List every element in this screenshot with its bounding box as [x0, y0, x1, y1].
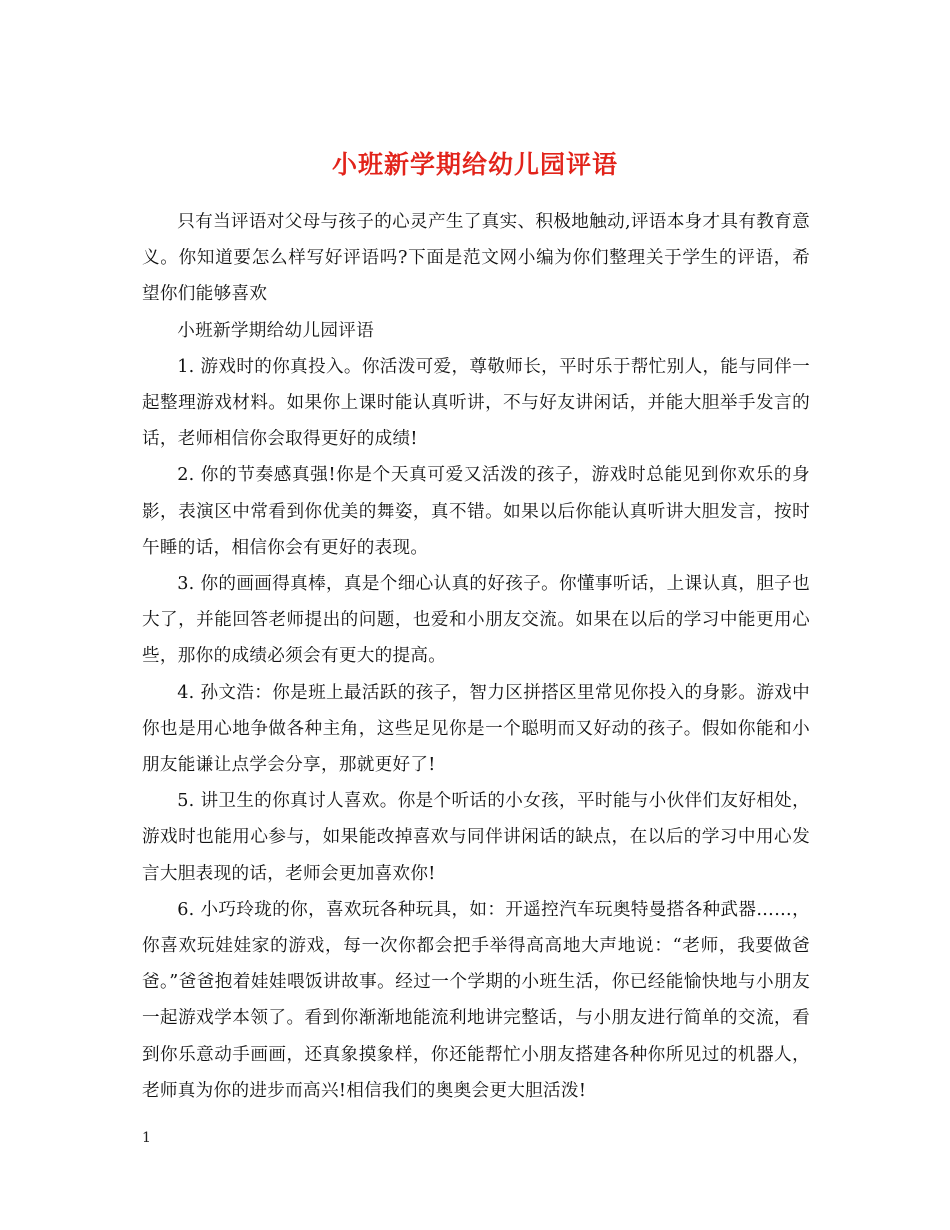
section-heading: 小班新学期给幼儿园评语 [177, 320, 375, 341]
comment-paragraph-1: 1. 游戏时的你真投入。你活泼可爱，尊敬师长，平时乐于帮忙别人，能与同伴一起整理游戏材料。如果你上课时能认真听讲，不与好友讲闲话，并能大胆举手发言的话，老师相信你会取得更好的成绩! [142, 356, 810, 450]
document-title: 小班新学期给幼儿园评语 [331, 149, 618, 179]
intro-paragraph: 只有当评语对父母与孩子的心灵产生了真实、积极地触动,评语本身才具有教育意义。你知道要怎么样写好评语吗?下面是范文网小编为你们整理关于学生的评语，希望你们能够喜欢 [142, 212, 810, 305]
comment-paragraph-3: 3. 你的画画得真棒，真是个细心认真的好孩子。你懂事听话，上课认真，胆子也大了，并能回答老师提出的问题，也爱和小朋友交流。如果在以后的学习中能更用心些，那你的成绩必须会有更大的提高。 [142, 574, 810, 667]
comment-paragraph-6: 6. 小巧玲珑的你，喜欢玩各种玩具，如：开遥控汽车玩奥特曼搭各种武器……，你喜欢玩娃娃家的游戏，每一次你都会把手举得高高地大声地说：“老师，我要做爸爸。”爸爸抱着娃娃喂饭讲故事。经过一个学期的小班生活，你已经能愉快地与小朋友一起游戏学本领了。看到你渐渐地能流利地讲完整话，与小朋友进行简单的交流，看到你乐意动手画画，还真象摸象样，你还能帮忙小朋友搭建各种你所见过的机器人，老师真为你的进步而高兴!相信我们的奥奥会更大胆活泼! [142, 899, 810, 1101]
page-number: 1 [142, 1130, 151, 1146]
comment-paragraph-4: 4. 孙文浩：你是班上最活跃的孩子，智力区拼搭区里常见你投入的身影。游戏中你也是用心地争做各种主角，这些足见你是一个聪明而又好动的孩子。假如你能和小朋友能谦让点学会分享，那就更好了! [142, 682, 810, 776]
document-body [142, 204, 810, 1109]
comment-paragraph-2: 2. 你的节奏感真强!你是个天真可爱又活泼的孩子，游戏时总能见到你欢乐的身影，表演区中常看到你优美的舞姿，真不错。如果以后你能认真听讲大胆发言，按时午睡的话，相信你会有更好的表现。 [142, 465, 810, 558]
comment-paragraph-5: 5. 讲卫生的你真讨人喜欢。你是个听话的小女孩，平时能与小伙伴们友好相处，游戏时也能用心参与，如果能改掉喜欢与同伴讲闲话的缺点，在以后的学习中用心发言大胆表现的话，老师会更加喜欢你! [142, 791, 810, 884]
